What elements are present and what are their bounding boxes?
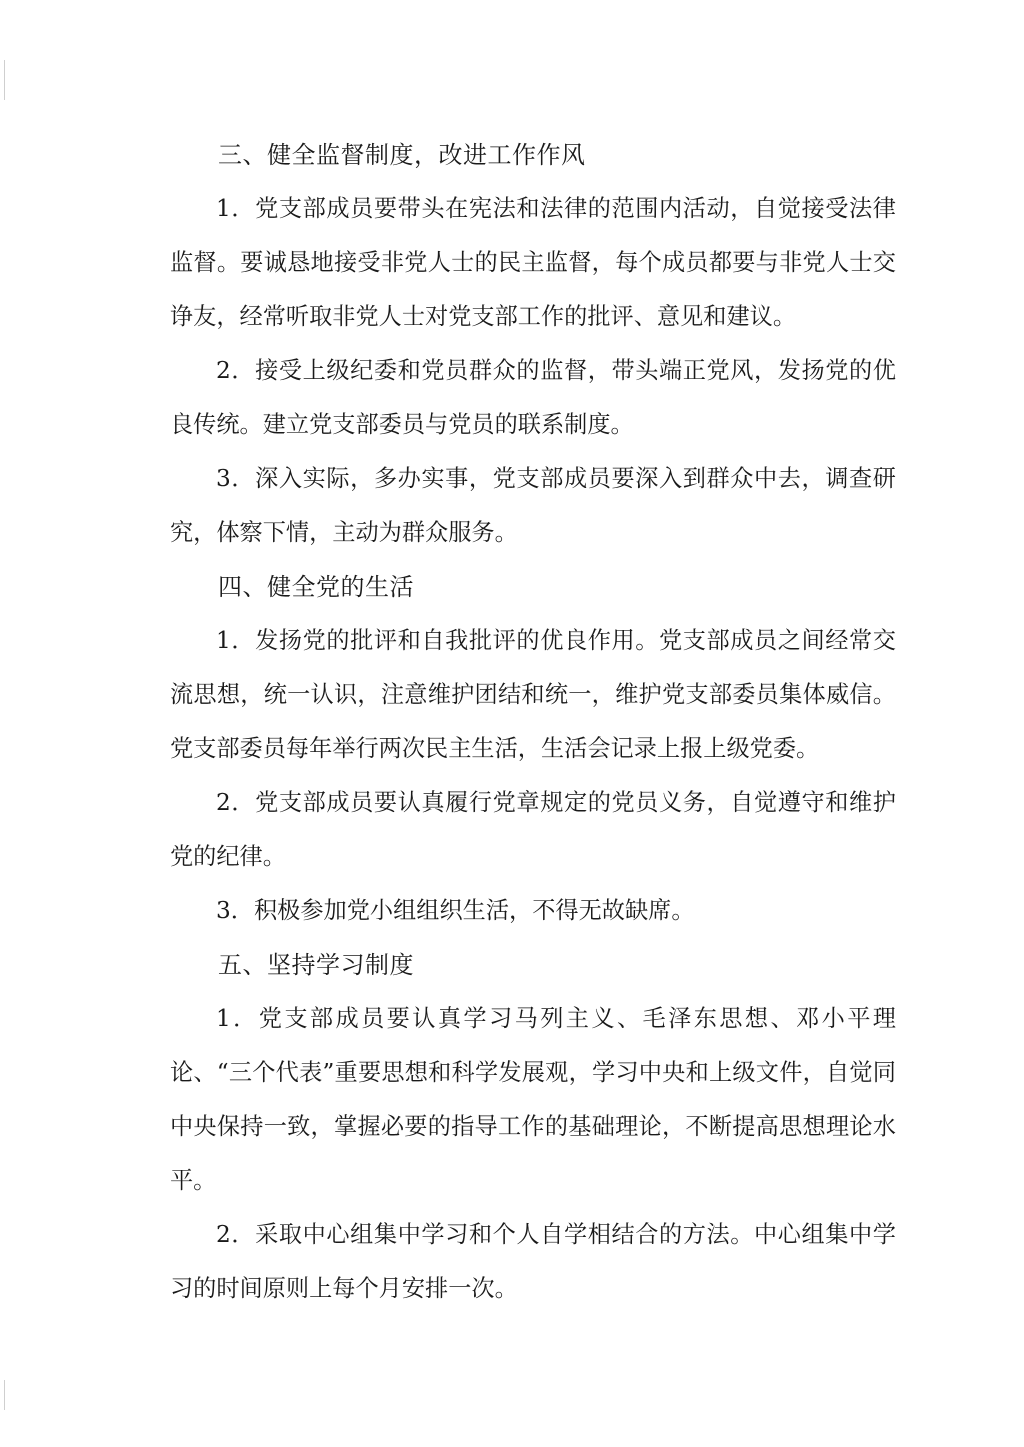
paragraph: 2．采取中心组集中学习和个人自学相结合的方法。中心组集中学习的时间原则上每个月安排一次。 — [170, 1221, 896, 1302]
paragraph: 1．发扬党的批评和自我批评的优良作用。党支部成员之间经常交流思想，统一认识，注意维护团结和统一，维护党支部委员集体威信。党支部委员每年举行两次民主生活，生活会记录上报上级党委。 — [170, 627, 896, 762]
section-5 — [170, 938, 896, 1316]
paragraph: 3．积极参加党小组组织生活，不得无故缺席。 — [216, 897, 695, 924]
section-4 — [170, 560, 896, 938]
paragraph: 1．党支部成员要认真学习马列主义、毛泽东思想、邓小平理论、“三个代表”重要思想和科学发展观，学习中央和上级文件，自觉同中央保持一致，掌握必要的指导工作的基础理论，不断提高思想理论水平。 — [170, 1005, 896, 1194]
paragraph: 2．接受上级纪委和党员群众的监督，带头端正党风，发扬党的优良传统。建立党支部委员与党员的联系制度。 — [170, 357, 896, 438]
paragraph: 2．党支部成员要认真履行党章规定的党员义务，自觉遵守和维护党的纪律。 — [170, 789, 896, 870]
section-heading: 四、健全党的生活 — [218, 573, 414, 601]
section-heading: 三、健全监督制度，改进工作作风 — [218, 141, 586, 169]
paragraph: 3．深入实际，多办实事，党支部成员要深入到群众中去，调查研究，体察下情，主动为群众服务。 — [170, 465, 896, 546]
scan-edge-mark — [4, 60, 5, 100]
section-3 — [170, 128, 896, 560]
section-heading: 五、坚持学习制度 — [218, 951, 414, 979]
document-body — [170, 128, 896, 1316]
paragraph: 1．党支部成员要带头在宪法和法律的范围内活动，自觉接受法律监督。要诚恳地接受非党人士的民主监督，每个成员都要与非党人士交诤友，经常听取非党人士对党支部工作的批评、意见和建议。 — [170, 195, 896, 330]
scan-edge-mark — [4, 1380, 5, 1410]
